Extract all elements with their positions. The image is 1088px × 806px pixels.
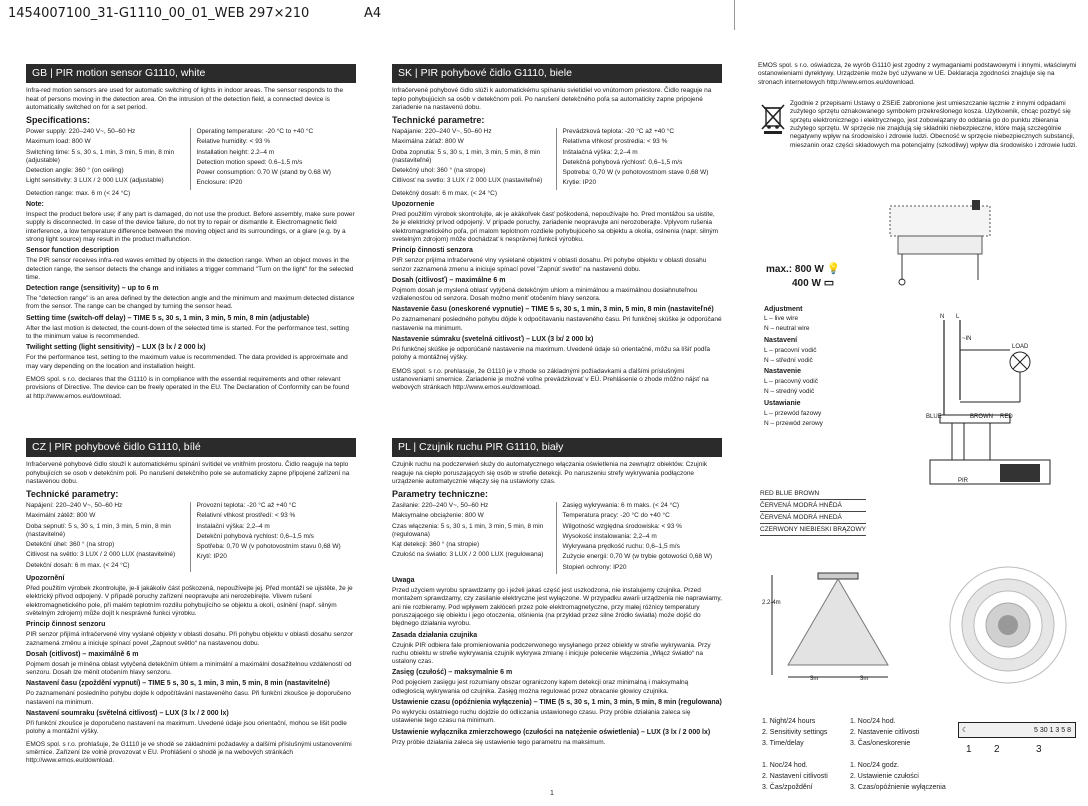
color-row: ČERVENÁ MODRÁ HNĚDÁ [760, 500, 866, 512]
cz-range: Pojmem dosah je míněna oblast vytyčená detekčním úhlem a minimální a maximální dosažitelnou vzdáleností od senzoru. Dosah lze měnit otočením hlavy senzoru. [26, 660, 352, 677]
sk-note-heading: Upozornenie [392, 201, 435, 209]
gb-spec: Relative humidity: < 93 % [196, 138, 271, 146]
sk-time: Po zaznamenaní posledného pohybu dôjde k odpočítavaniu nastaveného času. Pri funkčnej skúške je odporúčané nastavenie na minimum. [392, 316, 722, 332]
legend-pl [850, 762, 950, 795]
legend-sk [850, 718, 950, 751]
sk-title: SK | PIR pohybové čidlo G1110, biele [392, 64, 722, 83]
control-3: 3 [1036, 744, 1042, 755]
pl-declaration: EMOS spol. s r.o. oświadcza, że wyrób G1110 jest zgodny z wymaganiami podstawowymi i innymi, właściwymi ostanowieniami dyrektywy. Urządzenie może być używane w UE. Deklaracja zgodności znajduje się na stronach internetowych http://www.emos.eu/download. [758, 62, 1077, 86]
sk-spec: Maximálna záťaž: 800 W [392, 138, 464, 146]
cz-section [26, 436, 356, 768]
pl-range: Pod pojęciem zasięgu jest rozumiany obszar ograniczony kątem detekcji oraz minimalną i maksymalną odległością wykrywania od czujnika. Zasięg można regulować przez obracanie głowicy czujnika. [392, 679, 689, 695]
sk-note: Pred použitím výrobok skontrolujte, ak je akákoľvek časť poškodená, nepoužívajte ho. Pred montážou sa uistite, že je elektrický prívod odpojený. V prípade poruchy, zariadenie neopravujte ani nerozoberajte. Vplyvom rušenia elektromagnetického poľa, pri malom teplotnom rozdiele pohybujúceho sa objektu a okolia, oslnenia (napr. silným svetelným zdrojom) môže dochádzať k nesprávnej funkcii výrobku. [392, 211, 718, 243]
sensor-housing-diagram [880, 196, 1000, 286]
gb-range-heading: Detection range (sensitivity) – up to 6 m [26, 285, 159, 293]
pl-lux: Przy próbie działania zaleca się ustawienie tego parametru na maksimum. [392, 738, 606, 746]
pl-spec: Czas włączenia: 5 s, 30 s, 1 min, 3 min, 5 min, 8 min (regulowana) [392, 522, 544, 538]
sk-section [392, 62, 722, 395]
legend-item: 1. Noc/24 hod. [850, 718, 896, 725]
gb-spec-title: Specifications: [26, 115, 91, 126]
cz-title: CZ | PIR pohybové čidlo G1110, bílé [26, 438, 356, 457]
legend-item: 2. Ustawienie czułości [850, 772, 919, 780]
weee-text: Zgodnie z przepisami Ustawy o ZSEiE zabronione jest umieszczanie łącznie z innymi odpadami zużytego sprzętu oznakowanego symbolem przekreślonego kosza. Użytkownik, chcąc pozbyć się sprzętu elektronicznego i elektrycznego, jest zobowiązany do oddania go do punktu zbierania zużytego sprzętu. W sprzęcie nie znajdują się składniki niebezpieczne, które mają szczególnie negatywny wpływ na środowisko i zdrowie ludzi. Obecność w sprzęcie niebezpiecznych substancji, mieszanin oraz części składowych ma potencjalny (szkodliwy) wpływ dla środowisko i zdrowie ludzi. [790, 100, 1078, 149]
legend-item: 3. Čas/zpoždění [762, 783, 813, 791]
pl-func-heading: Zasada działania czujnika [392, 631, 478, 639]
gb-specs [26, 128, 356, 190]
pl-note: Przed użyciem wyrobu sprawdzamy go i jeżeli jakaś część jest uszkodzona, nie instalujemy czujnika. Przed montażem sprawdzamy, czy zasilanie elektryczne jest wyłączone. W przypadku awarii urządzenia nie naprawiamy, ani nie rozbieramy. Pod wpływem zakłóceń przez pole elektromagnetyczne, przy małej różnicy temperatury poruszającego się obiektu i jego otoczenia, olśnienia (na przykład przez silne źródło światła) może dojść do błędnego działania wyrobu. [392, 587, 722, 628]
pl-spec: Czułość na światło: 3 LUX / 2 000 LUX (regulowana) [392, 551, 544, 559]
gb-lux: For the performance test, setting to the maximum value is recommended. The data provided is approximate and may vary depending on the location and installation height. [26, 354, 348, 370]
pl-time-heading: Ustawienie czasu (opóźnienia wyłączenia) – TIME (5 s, 30 s, 1 min, 3 min, 5 min, 8 min (regulowana) [392, 699, 722, 707]
gb-section [26, 62, 356, 403]
cz-spec: Doba sepnutí: 5 s, 30 s, 1 min, 3 min, 5 min, 8 min (nastavitelné) [26, 522, 171, 538]
document-code: 1454007100_31-G1110_00_01_WEB 297×210 [8, 6, 310, 21]
gb-spec: Detection angle: 360 ° (on ceiling) [26, 167, 124, 175]
pl-declaration-block [758, 62, 1080, 89]
pl-spec: Zasilanie: 220–240 V~, 50–60 Hz [392, 501, 489, 509]
pl-section [392, 436, 722, 749]
cz-n: N – střední vodič [764, 356, 813, 364]
sk-specs [392, 128, 722, 190]
cz-lux-heading: Nastavení soumraku (světelná citlivost) – LUX (3 lx / 2 000 lx) [26, 710, 229, 718]
pl-spec: Temperatura pracy: -20 °C do +40 °C [562, 512, 670, 520]
pl-n: N – przewód zerowy [764, 420, 823, 427]
detection-range-diagram [758, 565, 1080, 695]
red-label: RED [1000, 414, 1013, 420]
sk-lux: Pri funkčnej skúške je odporúčané nastavenie na maximum. Uvedené údaje sú orientačné, môžu sa líšiť podľa polohy a montážnej výšky. [392, 345, 710, 362]
legend-item: 1. Noc/24 hod. [762, 762, 808, 769]
sk-time-heading: Nastavenie času (oneskorené vypnutie) – TIME 5 s, 30 s, 1 min, 3 min, 5 min, 8 min (nastaviteľné) [392, 306, 714, 314]
legend-item: 2. Nastavenie citlivosti [850, 728, 920, 736]
legend-item: 1. Noc/24 godz. [850, 762, 900, 769]
wiring-legend [764, 306, 884, 430]
control-1: 1 [966, 744, 972, 755]
sk-spec: Prevádzková teplota: -20 °C až +40 °C [562, 127, 675, 135]
legend-item: 3. Czas/opóźnienie wyłączenia [850, 783, 946, 791]
cz-specs [26, 502, 356, 572]
pl-spec: Wilgotność względna środowiska: < 93 % [562, 522, 682, 530]
sk-spec: Detekčný dosah: 6 m max. (< 24 °C) [392, 189, 498, 197]
pl-wiring-heading: Ustawianie [764, 399, 801, 407]
fold-mark [734, 0, 735, 30]
pl-range-heading: Zasięg (czułość) – maksymalnie 6 m [392, 669, 513, 677]
cz-func: PIR senzor přijímá infračervené vlny vyslané objekty v oblasti dosahu. Při pohybu objektu v oblasti dosahu senzor zaznamená změnu a iniciuje spínací povel „Zapnout světlo“ na nastavenou dobu. [26, 631, 353, 647]
weee-bin-icon [758, 102, 788, 134]
gb-spec: Enclosure: IP20 [196, 179, 243, 187]
sk-range-heading: Dosah (citlivosť) – maximálne 6 m [392, 276, 506, 284]
pl-spec: Maksymalne obciążenie: 800 W [392, 512, 484, 520]
gb-time-heading: Setting time (switch-off delay) – TIME 5 s, 30 s, 1 min, 3 min, 5 min, 8 min (adjustable) [26, 314, 310, 322]
pl-func: Czujnik PIR odbiera fale promieniowania podczerwonego wysyłanego przez obiekty w strefie wykrywania. Przy ruchu obiektu w strefie wykrywania czujnik wykrywa zmianę i inicjuje polecenie włączenia „Włącz światło“ na ustalony czas. [392, 641, 711, 666]
pl-spec: Stopień ochrony: IP20 [562, 563, 627, 571]
cz-time-heading: Nastavení času (zpoždění vypnutí) – TIME 5 s, 30 s, 1 min, 3 min, 5 min, 8 min (nastavitelné) [26, 680, 330, 688]
top-view-pattern [950, 567, 1066, 683]
gb-spec: Detection range: max. 6 m (< 24 °C) [26, 189, 131, 197]
cz-intro: Infračervené pohybové čidlo slouží k automatickému spínání svítidel ve vnitřním prostoru. Čidlo reaguje na teplo pohybujících se osob v detekčním poli. Po narušení detekčního pole se automaticky zapne připojené zařízení na nastavenou dobu. [26, 461, 350, 486]
pl-spec: Wysokość instalowania: 2,2–4 m [562, 532, 657, 540]
cz-note: Před použitím výrobek zkontrolujte, je-li jakákoliv část poškozená, nepoužívejte jej. Před montáží se ujistěte, že je elektrický přívod odpojený. V případě poruchy zařízení neopravujte ani nerozebírejte. Vlivem rušení elektromagnetického pole, při malém teplotním rozdílu pohybujícího se objektu a okolí, oslnění (např. silným světelným zdrojem) může dojít k nesprávné funkci výrobku. [26, 585, 353, 617]
legend-en [762, 718, 862, 751]
cz-spec-title: Technické parametry: [26, 489, 119, 500]
pl-spec: Wykrywana prędkość ruchu: 0,6–1,5 m/s [562, 543, 680, 551]
pl-specs [392, 502, 722, 574]
pir-label: PIR [958, 478, 969, 484]
wiring-diagram [900, 310, 1070, 490]
legend-item: 2. Nastavení citlivosti [762, 772, 828, 780]
cz-spec: Detekční dosah: 6 m max. (< 24 °C) [26, 561, 130, 569]
color-row: ČERVENÁ MODRÁ HNEDÁ [760, 512, 866, 524]
pl-note-heading: Uwaga [392, 577, 415, 585]
sk-l: L – pracovný vodič [764, 378, 818, 386]
tube-icon: ▭ [823, 277, 835, 289]
height-dimension: 2.2-4m [762, 600, 781, 606]
max-load-label: max.: 800 W 💡 [766, 263, 841, 275]
cz-spec: Detekční úhel: 360 ° (na strop) [26, 541, 115, 549]
gb-range: The "detection range" is an area defined by the detection angle and the minimum and maximum detected distance from the sensor. The range can be changed by turning the sensor head. [26, 295, 355, 311]
cz-l: L – pracovní vodič [764, 346, 817, 354]
gb-note: Inspect the product before use; if any part is damaged, do not use the product. Before assembly, make sure power supply is disconnected. In case of the device failure, do not try to repair or dismantle it. Electromagnetic field interference, a low temperature difference between the moving object and its surroundings, or a glare (e.g. by a strong light source) may result in the product malfunction. [26, 211, 355, 243]
color-row: CZERWONY NIEBIESKI BRĄZOWY [760, 524, 866, 536]
cz-spec: Spotřeba: 0,70 W (v pohotovostním stavu 0,68 W) [196, 543, 341, 551]
cz-spec: Maximální zátěž: 800 W [26, 512, 96, 520]
control-panel [958, 722, 1076, 738]
cz-spec: Citlivost na světlo: 3 LUX / 2 000 LUX (nastavitelné) [26, 551, 176, 559]
gb-spec: Power consumption: 0.70 W (stand by 0.68 W) [196, 169, 331, 177]
wire-in-label: ~IN [962, 336, 972, 342]
gb-spec: Detection motion speed: 0.6–1.5 m/s [196, 158, 303, 166]
gb-func-heading: Sensor function description [26, 247, 119, 255]
blue-label: BLUE [926, 414, 942, 420]
cz-spec: Krytí: IP20 [196, 553, 227, 561]
sk-range: Pojmom dosah je myslená oblasť vytýčená detekčným uhlom a minimálnou a maximálnou dosiahnuteľnou vzdialenosťou od senzora. Dosah možno meniť otočením hlavy senzora. [392, 286, 698, 303]
cz-spec: Instalační výška: 2,2–4 m [196, 522, 270, 530]
wire-color-table [760, 488, 878, 536]
adj-n: N – neutral wire [764, 325, 810, 333]
pl-spec-title: Parametry techniczne: [392, 489, 489, 500]
pl-l: L – przewód fazowy [764, 409, 822, 417]
gb-spec: Power supply: 220–240 V~, 50–60 Hz [26, 127, 136, 135]
gb-title: GB | PIR motion sensor G1110, white [26, 64, 356, 83]
page-size: A4 [364, 6, 382, 21]
sk-lux-heading: Nastavenie súmraku (svetelná citlivosť) – LUX (3 lx/ 2 000 lx) [392, 336, 594, 344]
gb-spec: Light sensitivity: 3 LUX / 2 000 LUX (adjustable) [26, 177, 164, 185]
legend-item: 3. Čas/oneskorenie [850, 739, 911, 747]
width-dimension-a: 3m [810, 676, 819, 682]
cz-spec: Relativní vlhkost prostředí: < 93 % [196, 512, 296, 520]
pl-spec: Zasięg wykrywania: 6 m maks. (< 24 °C) [562, 501, 680, 509]
cz-lux: Při funkční zkoušce je doporučeno nastavení na maximum. Uvedené údaje jsou orientační, mohou se lišit podle polohy a montážní výšky. [26, 719, 347, 736]
cz-range-heading: Dosah (citlivost) – maximálně 6 m [26, 650, 139, 658]
cz-wiring-heading: Nastavení [764, 336, 798, 344]
sk-spec: Citlivosť na svetlo: 3 LUX / 2 000 LUX (nastaviteľné) [392, 177, 543, 185]
adj-heading: Adjustment [764, 306, 803, 313]
pl-spec: Zużycie energii: 0,70 W (w trybie gotowości 0,68 W) [562, 553, 713, 561]
pl-spec: Kąt detekcji: 360 ° (na stropie) [392, 541, 480, 549]
gb-time: After the last motion is detected, the count-down of the selected time is started. For the performance test, setting to the minimum value is recommended. [26, 324, 349, 341]
gb-spec: Maximum load: 800 W [26, 138, 91, 146]
sk-wiring-heading: Nastavenie [764, 368, 801, 376]
cz-spec: Provozní teplota: -20 °C až +40 °C [196, 501, 297, 509]
load-label: LOAD [1012, 344, 1029, 350]
time-scale: 5 30 1 3 5 8 [1034, 726, 1071, 734]
gb-declaration: EMOS spol. s r.o. declares that the G1110 is in compliance with the essential requirements and other relevant provisions of Directive. The device can be freely operated in the EU. The Declaration of Conformity can be found at http://www.emos.eu/download. [26, 375, 350, 400]
gb-note-heading: Note: [26, 201, 44, 209]
legend-item: 3. Time/delay [762, 739, 804, 747]
control-2: 2 [994, 744, 1000, 755]
cz-func-heading: Princip činnost senzoru [26, 621, 106, 629]
pl-lux-heading: Ustawienie wyłącznika zmierzchowego (czułości na natężenie oświetlenia) – LUX (3 lx / 2 000 lx) [392, 728, 711, 736]
pl-intro: Czujnik ruchu na podczerwień służy do automatycznego włączania oświetlenia na zewnątrz obiektów. Czujnik reaguje na ciepło poruszających się osób w strefie detekcji. Po naruszeniu strefy wykrywania podłączone urządzenie automatycznie włączy się na ustawiony czas. [392, 461, 708, 486]
gb-spec: Switching time: 5 s, 30 s, 1 min, 3 min, 5 min, 8 min (adjustable) [26, 148, 175, 164]
moon-icon: ☾ [962, 727, 969, 734]
sk-spec: Spotreba: 0,70 W (v pohotovostnom stave 0,68 W) [562, 169, 709, 177]
sk-spec: Doba zopnutia: 5 s, 30 s, 1 min, 3 min, 5 min, 8 min (nastaviteľné) [392, 148, 541, 164]
bulb-icon: 💡 [826, 263, 841, 275]
adj-l: L – live wire [764, 314, 799, 322]
sk-spec: Krytie: IP20 [562, 179, 597, 187]
max-load-label-2: 400 W ▭ [792, 277, 835, 289]
sk-spec-title: Technické parametre: [392, 115, 485, 126]
cz-declaration: EMOS spol. s r.o. prohlašuje, že G1110 je ve shodě se základními požadavky a dalšími příslušnými ustanoveními směrnice. Zařízení lze volně provozovat v EU. Prohlášení o shodě je na webových stránkách http://www.emos.eu/download. [26, 740, 352, 765]
sk-spec: Detekčný uhol: 360 ° (na strope) [392, 167, 486, 175]
cz-note-heading: Upozornění [26, 575, 65, 583]
pl-time: Po wykryciu ostatniego ruchu dojdzie do odliczania ustawionego czasu. Przy próbie działania zaleca się ustawienie tego czasu na minimum. [392, 709, 691, 725]
brown-label: BROWN [970, 414, 993, 420]
page-number: 1 [550, 790, 554, 797]
wire-n-label: N [940, 314, 945, 320]
color-row: RED BLUE BROWN [760, 488, 866, 500]
wire-l-label: L [956, 314, 960, 320]
cz-time: Po zaznamenání posledního pohybu dojde k odpočítávání nastaveného času. Při funkční zkoušce je doporučeno nastavení na minimum. [26, 690, 351, 706]
pl-title: PL | Czujnik ruchu PIR G1110, biały [392, 438, 722, 457]
cz-spec: Detekční pohybová rychlost: 0,6–1,5 m/s [196, 532, 314, 540]
gb-intro: Infra-red motion sensors are used for automatic switching of lights in indoor areas. The sensor responds to the heat of persons moving in the detection area. On the intrusion of the detection field, a connected device is automatically switched on for a set period. [26, 87, 344, 112]
weee-block [790, 100, 1080, 152]
legend-cz [762, 762, 862, 795]
legend-item: 2. Sensitivity settings [762, 728, 828, 736]
width-dimension-b: 3m [860, 676, 869, 682]
sk-spec: Detekčná pohybová rýchlosť: 0,6–1,5 m/s [562, 158, 683, 166]
sk-n: N – stredný vodič [764, 388, 815, 396]
gb-spec: Operating temperature: -20 °C to +40 °C [196, 127, 314, 135]
gb-lux-heading: Twilight setting (light sensitivity) – LUX (3 lx / 2 000 lx) [26, 344, 206, 352]
gb-func: The PIR sensor receives infra-red waves emitted by objects in the detection range. When an object moves in the detection range, the sensor detects the change and initiates a trigger command "Turn on the light" for the selected time. [26, 257, 354, 281]
cz-spec: Napájení: 220–240 V~, 50–60 Hz [26, 501, 123, 509]
sk-func-heading: Princíp činnosti senzora [392, 247, 473, 255]
document-header [8, 6, 382, 21]
gb-spec: Installation height: 2.2–4 m [196, 148, 275, 156]
sk-spec: Napájanie: 220–240 V~, 50–60 Hz [392, 127, 492, 135]
sk-func: PIR senzor prijíma infračervené vlny vysielané objektmi v oblasti dosahu. Pri pohybe objektu v oblasti dosahu senzor zaznamená zmenu a iniciuje spínací povel "Zapnúť svetlo" na nastavenú dobu. [392, 257, 707, 273]
legend-item: 1. Night/24 hours [762, 718, 816, 725]
sk-spec: Relatívna vlhkosť prostredia: < 93 % [562, 138, 668, 146]
sk-spec: Inštalačná výška: 2,2–4 m [562, 148, 638, 156]
sk-intro: Infračervené pohybové čidlo slúži k automatickému spínaniu svietidiel vo vnútornom priestore. Čidlo reaguje na teplo pohybujúcich sa osôb v detekčnom poli. Po narušení detekčného poľa sa automaticky zapne pripojené zariadenie na nastavenú dobu. [392, 87, 712, 112]
sk-declaration: EMOS spol. s r.o. prehlasuje, že G1110 je v zhode so základnými požiadavkami a ďalšími príslušnými ustanoveniami smernice. Zariadenie je možné voľne prevádzkovať v EÚ. Prehlásenie o zhode môžno nájsť na webových stránkach http://www.emos.eu/download. [392, 367, 709, 392]
